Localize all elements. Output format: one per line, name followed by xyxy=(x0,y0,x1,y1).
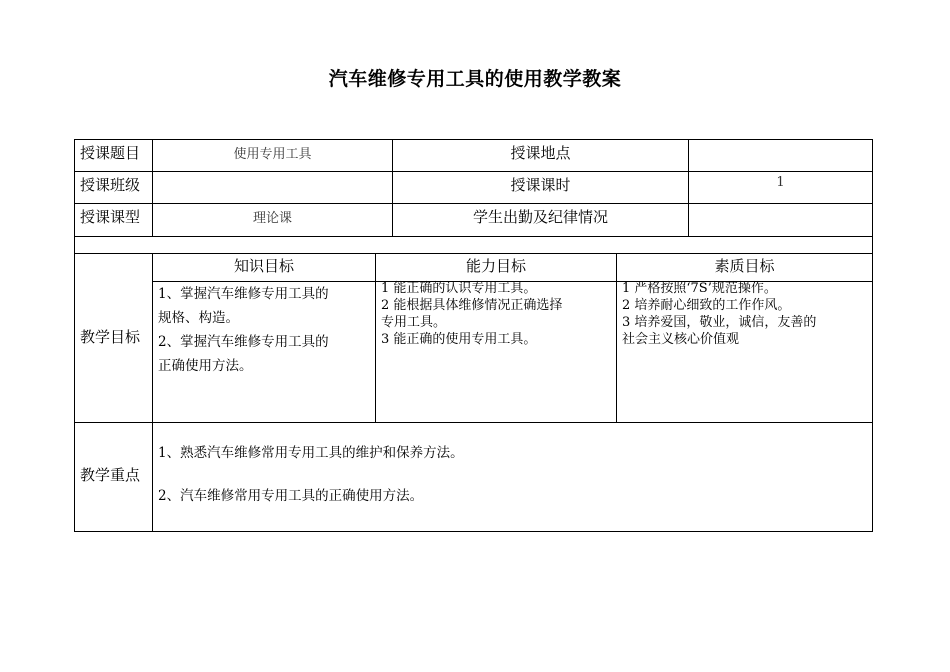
ability-line: 专用工具。 xyxy=(381,315,447,330)
ability-line: 3 能正确的使用专用工具。 xyxy=(381,332,537,347)
document-title: 汽车维修专用工具的使用教学教案 xyxy=(328,68,622,90)
header-quality-objectives: 素质目标 xyxy=(714,257,775,275)
label-class-hours: 授课课时 xyxy=(510,176,571,194)
quality-line: 1 严格按照‘7S’规范操作。 xyxy=(622,281,777,296)
key-point-item: 2、汽车维修常用专用工具的正确使用方法。 xyxy=(158,488,424,504)
label-class: 授课班级 xyxy=(80,176,141,194)
label-attendance: 学生出勤及纪律情况 xyxy=(472,208,608,226)
quality-line: 2 培养耐心细致的工作作风。 xyxy=(622,298,791,313)
ability-line: 2 能根据具体维修情况正确选择 xyxy=(381,298,563,313)
header-ability-objectives: 能力目标 xyxy=(465,257,526,275)
ability-line: 1 能正确的认识专用工具。 xyxy=(381,281,537,296)
knowledge-line: 正确使用方法。 xyxy=(158,358,253,374)
label-teaching-key-points: 教学重点 xyxy=(80,466,141,484)
label-lesson-topic: 授课题目 xyxy=(80,144,141,162)
quality-line: 3 培养爱国，敬业，诚信，友善的 xyxy=(622,315,817,330)
knowledge-line: 2、掌握汽车维修专用工具的 xyxy=(158,334,329,350)
knowledge-line: 规格、构造。 xyxy=(158,310,239,326)
value-lesson-type: 理论课 xyxy=(252,211,292,226)
knowledge-line: 1、掌握汽车维修专用工具的 xyxy=(158,286,329,302)
quality-line: 社会主义核心价值观 xyxy=(622,332,740,347)
value-class-hours: 1 xyxy=(776,175,785,190)
label-teaching-objectives: 教学目标 xyxy=(80,328,141,346)
quality-objectives xyxy=(622,280,871,348)
label-lesson-location: 授课地点 xyxy=(510,144,571,162)
value-lesson-topic: 使用专用工具 xyxy=(233,147,312,162)
key-point-item: 1、熟悉汽车维修常用专用工具的维护和保养方法。 xyxy=(158,445,464,461)
ability-objectives xyxy=(381,280,615,348)
label-lesson-type: 授课课型 xyxy=(80,208,141,226)
header-knowledge-objectives: 知识目标 xyxy=(233,257,294,275)
knowledge-objectives xyxy=(158,282,373,378)
